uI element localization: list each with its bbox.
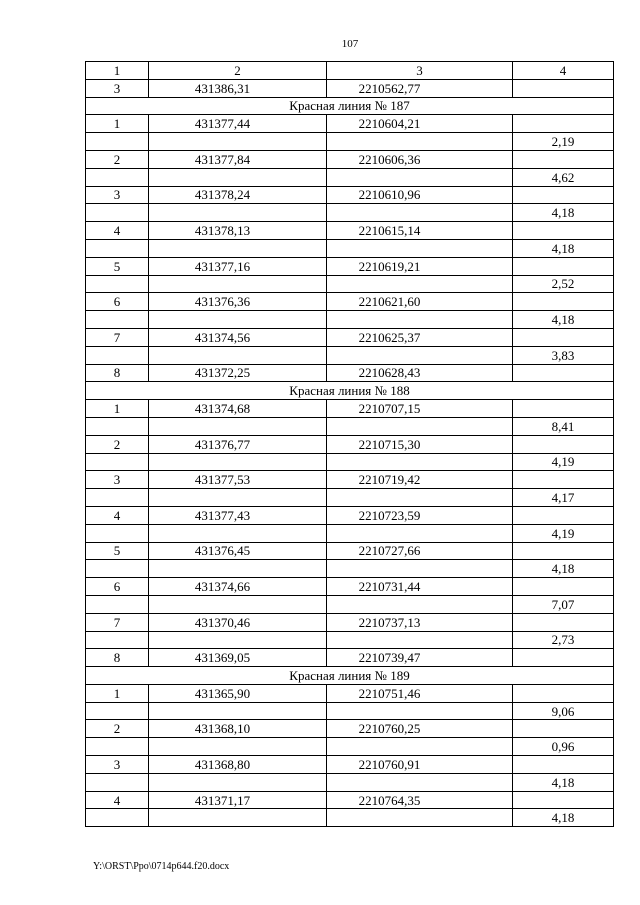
y-coordinate-cell: 2210625,37	[327, 328, 513, 346]
empty-cell	[86, 595, 149, 613]
y-coordinate-cell: 2210764,35	[327, 791, 513, 809]
table-header-row	[86, 62, 614, 80]
x-coordinate-cell: 431377,16	[149, 257, 327, 275]
empty-cell	[86, 773, 149, 791]
distance-cell	[513, 684, 614, 702]
y-coordinate-cell: 2210737,13	[327, 613, 513, 631]
table-row-distance	[86, 168, 614, 186]
table-row-distance	[86, 595, 614, 613]
table-row-point	[86, 756, 614, 774]
table-row-distance	[86, 631, 614, 649]
y-coordinate-cell: 2210606,36	[327, 150, 513, 168]
empty-cell	[149, 275, 327, 293]
empty-cell	[149, 631, 327, 649]
empty-cell	[86, 168, 149, 186]
table-row-distance	[86, 453, 614, 471]
x-coordinate-cell: 431371,17	[149, 791, 327, 809]
section-heading-row	[86, 382, 614, 400]
distance-cell: 9,06	[513, 702, 614, 720]
empty-cell	[149, 239, 327, 257]
empty-cell	[86, 524, 149, 542]
point-number-cell: 6	[86, 578, 149, 596]
table-row-distance	[86, 489, 614, 507]
table-row-point	[86, 720, 614, 738]
section-title: Красная линия № 189	[86, 667, 614, 685]
empty-cell	[86, 417, 149, 435]
table-row-point	[86, 293, 614, 311]
header-cell-2: 2	[149, 62, 327, 80]
point-number-cell: 4	[86, 222, 149, 240]
x-coordinate-cell: 431378,24	[149, 186, 327, 204]
distance-cell	[513, 400, 614, 418]
point-number-cell: 2	[86, 720, 149, 738]
header-cell-1: 1	[86, 62, 149, 80]
empty-cell	[327, 489, 513, 507]
y-coordinate-cell: 2210751,46	[327, 684, 513, 702]
point-number-cell: 5	[86, 257, 149, 275]
empty-cell	[327, 631, 513, 649]
table-row-point	[86, 471, 614, 489]
x-coordinate-cell: 431377,84	[149, 150, 327, 168]
y-coordinate-cell: 2210610,96	[327, 186, 513, 204]
table-row-point	[86, 542, 614, 560]
distance-cell: 4,18	[513, 560, 614, 578]
empty-cell	[327, 239, 513, 257]
x-coordinate-cell: 431377,43	[149, 506, 327, 524]
table-row-point	[86, 506, 614, 524]
point-number-cell: 7	[86, 613, 149, 631]
distance-cell	[513, 257, 614, 275]
empty-cell	[86, 453, 149, 471]
empty-cell	[327, 311, 513, 329]
distance-cell: 2,73	[513, 631, 614, 649]
empty-cell	[327, 204, 513, 222]
table-row-distance	[86, 773, 614, 791]
empty-cell	[327, 346, 513, 364]
table-row-point	[86, 400, 614, 418]
empty-cell	[149, 560, 327, 578]
distance-cell	[513, 115, 614, 133]
y-coordinate-cell: 2210719,42	[327, 471, 513, 489]
x-coordinate-cell: 431376,77	[149, 435, 327, 453]
x-coordinate-cell: 431376,45	[149, 542, 327, 560]
section-heading-row	[86, 97, 614, 115]
point-number-cell: 4	[86, 791, 149, 809]
table-row-distance	[86, 275, 614, 293]
header-cell-3: 3	[327, 62, 513, 80]
distance-cell: 4,19	[513, 524, 614, 542]
table-row-distance	[86, 702, 614, 720]
x-coordinate-cell: 431368,80	[149, 756, 327, 774]
empty-cell	[86, 560, 149, 578]
distance-cell: 2,52	[513, 275, 614, 293]
distance-cell	[513, 578, 614, 596]
table-row-point	[86, 613, 614, 631]
distance-cell	[513, 364, 614, 382]
y-coordinate-cell: 2210760,91	[327, 756, 513, 774]
table-row-distance	[86, 239, 614, 257]
distance-cell	[513, 542, 614, 560]
x-coordinate-cell: 431377,44	[149, 115, 327, 133]
empty-cell	[149, 595, 327, 613]
point-number-cell: 8	[86, 649, 149, 667]
table-row-point	[86, 257, 614, 275]
table-row-point	[86, 186, 614, 204]
table-row-point	[86, 79, 614, 97]
table-row-point	[86, 150, 614, 168]
empty-cell	[149, 417, 327, 435]
point-number-cell: 5	[86, 542, 149, 560]
distance-cell	[513, 720, 614, 738]
y-coordinate-cell: 2210615,14	[327, 222, 513, 240]
table-row-distance	[86, 738, 614, 756]
x-coordinate-cell: 431374,66	[149, 578, 327, 596]
point-number-cell: 7	[86, 328, 149, 346]
empty-cell	[327, 773, 513, 791]
x-coordinate-cell: 431365,90	[149, 684, 327, 702]
distance-cell	[513, 613, 614, 631]
table-row-point	[86, 115, 614, 133]
distance-cell	[513, 150, 614, 168]
table-row-point	[86, 649, 614, 667]
table-row-distance	[86, 204, 614, 222]
table-row-distance	[86, 417, 614, 435]
distance-cell	[513, 328, 614, 346]
distance-cell: 7,07	[513, 595, 614, 613]
y-coordinate-cell: 2210739,47	[327, 649, 513, 667]
empty-cell	[149, 168, 327, 186]
x-coordinate-cell: 431369,05	[149, 649, 327, 667]
table-row-distance	[86, 346, 614, 364]
point-number-cell: 4	[86, 506, 149, 524]
y-coordinate-cell: 2210628,43	[327, 364, 513, 382]
x-coordinate-cell: 431378,13	[149, 222, 327, 240]
empty-cell	[149, 453, 327, 471]
point-number-cell: 1	[86, 400, 149, 418]
y-coordinate-cell: 2210707,15	[327, 400, 513, 418]
x-coordinate-cell: 431386,31	[149, 79, 327, 97]
empty-cell	[327, 453, 513, 471]
y-coordinate-cell: 2210562,77	[327, 79, 513, 97]
distance-cell: 4,19	[513, 453, 614, 471]
page-number: 107	[341, 38, 359, 50]
empty-cell	[86, 239, 149, 257]
distance-cell	[513, 79, 614, 97]
empty-cell	[327, 560, 513, 578]
distance-cell	[513, 186, 614, 204]
point-number-cell: 8	[86, 364, 149, 382]
empty-cell	[149, 311, 327, 329]
point-number-cell: 1	[86, 684, 149, 702]
distance-cell	[513, 649, 614, 667]
distance-cell: 8,41	[513, 417, 614, 435]
empty-cell	[327, 524, 513, 542]
table-row-point	[86, 222, 614, 240]
empty-cell	[86, 489, 149, 507]
x-coordinate-cell: 431372,25	[149, 364, 327, 382]
y-coordinate-cell: 2210715,30	[327, 435, 513, 453]
empty-cell	[86, 702, 149, 720]
empty-cell	[327, 133, 513, 151]
table-row-distance	[86, 311, 614, 329]
table-row-point	[86, 435, 614, 453]
table-row-point	[86, 364, 614, 382]
distance-cell	[513, 435, 614, 453]
point-number-cell: 6	[86, 293, 149, 311]
coordinates-table	[85, 61, 614, 827]
x-coordinate-cell: 431376,36	[149, 293, 327, 311]
empty-cell	[327, 738, 513, 756]
distance-cell: 4,18	[513, 204, 614, 222]
empty-cell	[86, 204, 149, 222]
distance-cell	[513, 791, 614, 809]
point-number-cell: 3	[86, 186, 149, 204]
y-coordinate-cell: 2210621,60	[327, 293, 513, 311]
distance-cell: 0,96	[513, 738, 614, 756]
table-row-point	[86, 791, 614, 809]
table-row-distance	[86, 560, 614, 578]
x-coordinate-cell: 431374,68	[149, 400, 327, 418]
point-number-cell: 3	[86, 471, 149, 489]
distance-cell	[513, 506, 614, 524]
table-row-distance	[86, 524, 614, 542]
section-title: Красная линия № 188	[86, 382, 614, 400]
distance-cell	[513, 471, 614, 489]
distance-cell	[513, 756, 614, 774]
empty-cell	[86, 738, 149, 756]
distance-cell	[513, 293, 614, 311]
empty-cell	[149, 738, 327, 756]
empty-cell	[149, 133, 327, 151]
distance-cell: 4,17	[513, 489, 614, 507]
section-title: Красная линия № 187	[86, 97, 614, 115]
empty-cell	[327, 595, 513, 613]
empty-cell	[149, 524, 327, 542]
empty-cell	[86, 311, 149, 329]
empty-cell	[86, 346, 149, 364]
header-cell-4: 4	[513, 62, 614, 80]
distance-cell: 4,18	[513, 239, 614, 257]
x-coordinate-cell: 431370,46	[149, 613, 327, 631]
empty-cell	[327, 809, 513, 827]
empty-cell	[149, 346, 327, 364]
distance-cell	[513, 222, 614, 240]
y-coordinate-cell: 2210619,21	[327, 257, 513, 275]
table-row-distance	[86, 133, 614, 151]
section-heading-row	[86, 667, 614, 685]
y-coordinate-cell: 2210731,44	[327, 578, 513, 596]
empty-cell	[327, 168, 513, 186]
x-coordinate-cell: 431368,10	[149, 720, 327, 738]
table-row-point	[86, 684, 614, 702]
point-number-cell: 2	[86, 435, 149, 453]
empty-cell	[327, 417, 513, 435]
point-number-cell: 3	[86, 79, 149, 97]
distance-cell: 4,18	[513, 809, 614, 827]
empty-cell	[327, 702, 513, 720]
distance-cell: 3,83	[513, 346, 614, 364]
footer-file-path: Y:\ORST\Ppo\0714p644.f20.docx	[93, 861, 230, 872]
empty-cell	[86, 631, 149, 649]
empty-cell	[149, 204, 327, 222]
empty-cell	[86, 275, 149, 293]
y-coordinate-cell: 2210604,21	[327, 115, 513, 133]
y-coordinate-cell: 2210760,25	[327, 720, 513, 738]
distance-cell: 2,19	[513, 133, 614, 151]
empty-cell	[149, 489, 327, 507]
y-coordinate-cell: 2210727,66	[327, 542, 513, 560]
empty-cell	[149, 773, 327, 791]
empty-cell	[149, 809, 327, 827]
empty-cell	[149, 702, 327, 720]
y-coordinate-cell: 2210723,59	[327, 506, 513, 524]
table-row-point	[86, 578, 614, 596]
point-number-cell: 1	[86, 115, 149, 133]
table-row-distance	[86, 809, 614, 827]
distance-cell: 4,18	[513, 773, 614, 791]
distance-cell: 4,18	[513, 311, 614, 329]
empty-cell	[327, 275, 513, 293]
x-coordinate-cell: 431377,53	[149, 471, 327, 489]
empty-cell	[86, 809, 149, 827]
table-row-point	[86, 328, 614, 346]
point-number-cell: 2	[86, 150, 149, 168]
point-number-cell: 3	[86, 756, 149, 774]
coordinates-table-body	[86, 62, 614, 827]
distance-cell: 4,62	[513, 168, 614, 186]
x-coordinate-cell: 431374,56	[149, 328, 327, 346]
empty-cell	[86, 133, 149, 151]
